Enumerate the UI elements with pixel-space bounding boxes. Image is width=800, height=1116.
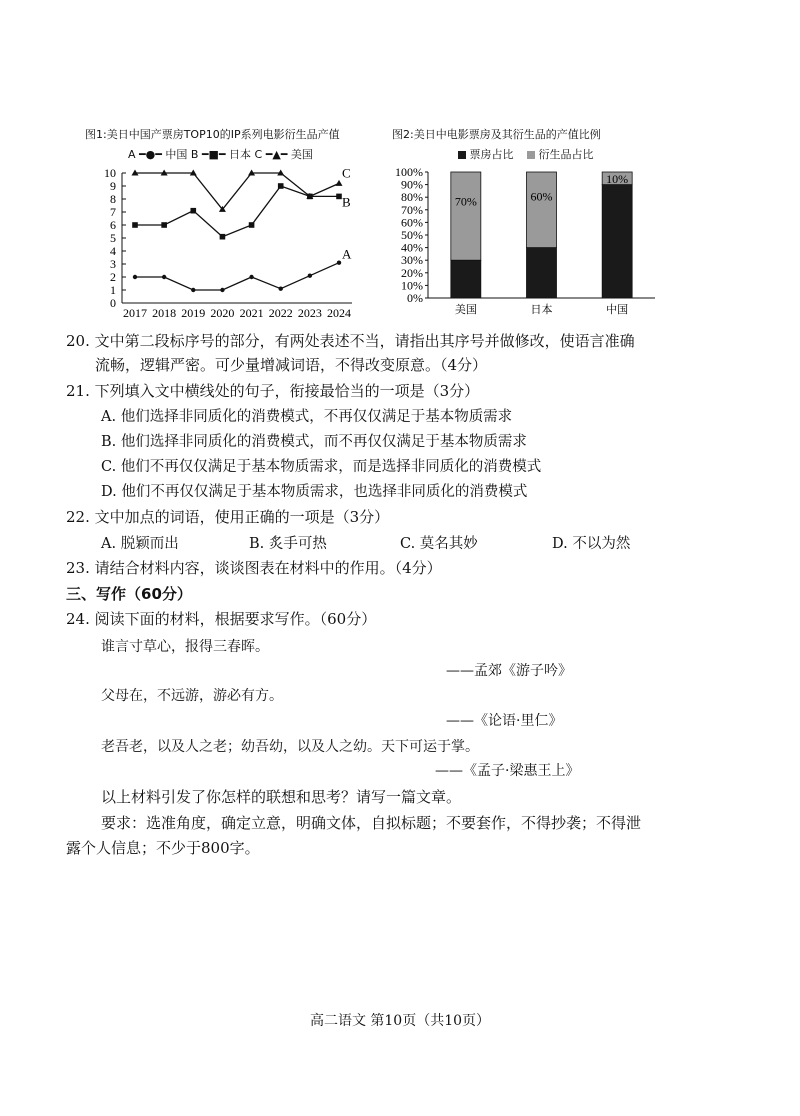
data-point [279, 287, 283, 291]
q21-stem: 21. 下列填入文中横线处的句子，衔接最恰当的一项是（3分） [66, 382, 480, 400]
q21-option-d: D. 他们不再仅仅满足于基本物质需求，也选择非同质化的消费模式 [101, 484, 528, 500]
series-label-a: A [342, 246, 352, 262]
q21-option-c: C. 他们不再仅仅满足于基本物质需求，而是选择非同质化的消费模式 [101, 459, 542, 475]
y-tick-label: 5 [110, 231, 116, 245]
x-tick-label: 2024 [327, 306, 351, 320]
stacked-bar-chart [380, 160, 670, 320]
y-tick-label: 50% [401, 228, 423, 242]
y-tick-label: 30% [401, 253, 423, 268]
q20-line2: 流畅，逻辑严密。可少量增减词语，不得改变原意。（4分） [95, 356, 488, 374]
legend-box-box-office [458, 151, 466, 159]
q22-stem: 22. 文中加点的词语，使用正确的一项是（3分） [66, 508, 390, 526]
bar-segment-derivatives [527, 172, 557, 248]
x-tick-label: 2023 [297, 306, 322, 320]
q21-option-b: B. 他们选择非同质化的消费模式，而不再仅仅满足于基本物质需求 [101, 434, 527, 450]
bar-data-label: 60% [530, 189, 553, 204]
data-point [220, 234, 226, 240]
y-tick-label: 2 [110, 270, 116, 284]
bar-data-label: 10% [606, 172, 629, 186]
data-point [249, 222, 255, 228]
bar-segment-box-office [451, 260, 481, 298]
data-point [162, 275, 166, 279]
y-tick-label: 4 [110, 244, 116, 258]
q24-requirement-line2: 露个人信息；不少于800字。 [66, 839, 260, 857]
chart1-title: 图1:美日中国产票房TOP10的IP系列电影衍生品产值 [85, 128, 340, 141]
data-point [336, 180, 343, 186]
data-point [132, 222, 138, 228]
x-tick-label: 2017 [123, 306, 147, 320]
q24-prompt: 以上材料引发了你怎样的联想和思考？请写一篇文章。 [101, 788, 462, 806]
y-tick-label: 0 [110, 296, 116, 310]
y-tick-label: 1 [110, 283, 116, 297]
y-tick-label: 90% [401, 177, 423, 192]
quote-2-text: 父母在，不远游，游必有方。 [101, 688, 283, 704]
y-tick-label: 7 [110, 205, 116, 219]
data-point [337, 261, 341, 265]
y-tick-label: 6 [110, 218, 116, 232]
data-point [308, 274, 312, 278]
x-category-label: 美国 [454, 304, 477, 316]
legend-box-derivatives [527, 151, 535, 159]
x-tick-label: 2019 [181, 306, 206, 320]
y-tick-label: 3 [110, 257, 116, 271]
q22-option-c: C. 莫名其妙 [400, 536, 478, 552]
q24-requirement-line1: 要求：选准角度，确定立意，明确文体，自拟标题；不要套作，不得抄袭；不得泄 [101, 814, 642, 832]
q22-option-d: D. 不以为然 [552, 536, 631, 552]
y-tick-label: 10 [104, 166, 116, 180]
y-tick-label: 8 [110, 192, 116, 206]
x-category-label: 日本 [530, 304, 553, 316]
quote-1-source: ——孟郊《游子吟》 [446, 663, 572, 679]
data-point [249, 275, 253, 279]
bar-data-label: 70% [454, 194, 477, 209]
bar-segment-box-office [602, 185, 632, 298]
series-label-b: B [342, 194, 351, 210]
chart1-legend: A ━●━ 中国 B ━■━ 日本 C ━▲━ 美国 [128, 148, 313, 161]
series-line-c [135, 173, 339, 209]
data-point [190, 208, 196, 214]
series-label-c: C [342, 165, 351, 181]
bar-segment-box-office [527, 248, 557, 298]
y-tick-label: 80% [401, 190, 423, 205]
y-tick-label: 0% [407, 291, 423, 305]
x-tick-label: 2021 [239, 306, 264, 320]
quote-2-source: ——《论语·里仁》 [446, 713, 563, 729]
q24-stem: 24. 阅读下面的材料，根据要求写作。（60分） [66, 610, 377, 628]
y-tick-label: 9 [110, 179, 116, 193]
x-category-label: 中国 [606, 304, 629, 316]
page-footer: 高二语文 第10页（共10页） [309, 1013, 491, 1029]
y-tick-label: 70% [401, 202, 423, 217]
data-point [133, 275, 137, 279]
y-tick-label: 100% [395, 165, 423, 179]
x-tick-label: 2020 [210, 306, 235, 320]
legend-label-derivatives: 衍生品占比 [538, 148, 594, 161]
q22-option-a: A. 脱颖而出 [101, 536, 179, 552]
q23: 23. 请结合材料内容，谈谈图表在材料中的作用。（4分） [66, 559, 442, 577]
data-point [161, 222, 167, 228]
x-tick-label: 2018 [152, 306, 177, 320]
y-tick-label: 60% [401, 215, 423, 230]
q21-option-a: A. 他们选择非同质化的消费模式，不再仅仅满足于基本物质需求 [101, 409, 513, 425]
y-tick-label: 10% [401, 278, 423, 293]
line-chart [80, 160, 370, 320]
y-tick-label: 40% [401, 240, 423, 255]
quote-3-source: ——《孟子·梁惠王上》 [435, 763, 580, 779]
data-point [220, 288, 224, 292]
quote-3-text: 老吾老，以及人之老；幼吾幼，以及人之幼。天下可运于掌。 [101, 739, 479, 755]
y-tick-label: 20% [401, 265, 423, 280]
legend-label-box-office: 票房占比 [469, 148, 514, 161]
data-point [278, 183, 284, 189]
data-point [336, 194, 342, 200]
section-title-writing: 三、写作（60分） [66, 585, 192, 603]
bar-segment-derivatives [451, 172, 481, 260]
q20-line1: 20. 文中第二段标序号的部分，有两处表述不当，请指出其序号并做修改，使语言准确 [66, 332, 635, 350]
q22-option-b: B. 炙手可热 [249, 536, 327, 552]
data-point [191, 288, 195, 292]
x-tick-label: 2022 [268, 306, 293, 320]
quote-1-text: 谁言寸草心，报得三春晖。 [101, 639, 269, 655]
chart2-title: 图2:美日中电影票房及其衍生品的产值比例 [392, 128, 601, 141]
